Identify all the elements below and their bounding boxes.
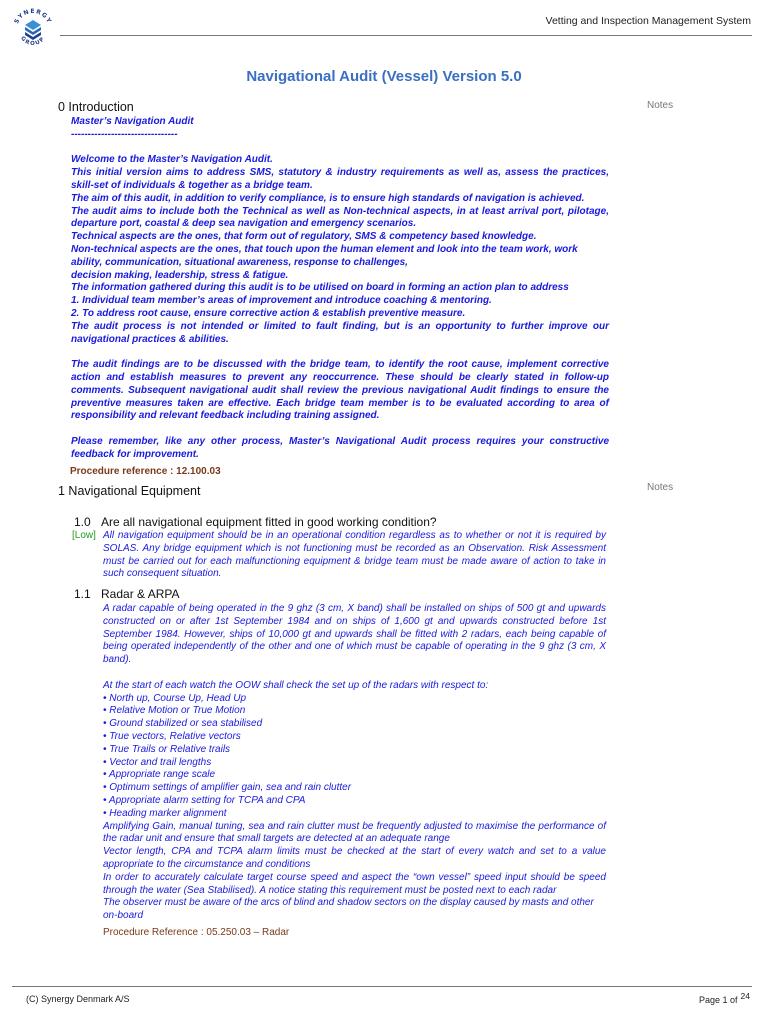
synergy-group-logo bbox=[8, 4, 58, 54]
question-text: Radar & ARPA bbox=[101, 587, 180, 601]
intro-feedback-paragraph: Please remember, like any other process, Master’s Navigational Audit process requires your constructive feedback for improvement. bbox=[71, 435, 609, 460]
intro-line: 1. Individual team member’s areas of improvement and introduce coaching & mentoring. bbox=[71, 295, 492, 307]
radar-check-item: • True vectors, Relative vectors bbox=[103, 730, 241, 742]
logo-text-top: SYNERGY bbox=[13, 7, 53, 25]
logo-text-bottom: GROUP bbox=[19, 35, 47, 48]
intro-line: The information gathered during this audit is to be utilised on board in forming an action plan to address bbox=[71, 282, 569, 294]
radar-note: In order to accurately calculate target course speed and aspect the “own vessel” speed input should be speed through the water (Sea Stabilised). A notice stating this requirement must be posted next to each radar bbox=[103, 871, 606, 896]
intro-separator: -------------------------------- bbox=[71, 128, 178, 140]
question-text: Are all navigational equipment fitted in good working condition? bbox=[101, 515, 437, 529]
intro-line: The aim of this audit, in addition to verify compliance, is to ensure high standards of navigation is achieved. bbox=[71, 192, 585, 204]
section-heading-navigational-equipment: 1 Navigational Equipment bbox=[58, 484, 201, 498]
radar-check-item: • Appropriate range scale bbox=[103, 769, 216, 781]
intro-line: This initial version aims to address SMS, statutory & industry requirements as well as, assess the practices, skill-set of individuals & together as a bridge team. bbox=[71, 167, 609, 191]
radar-check-item: • Vector and trail lengths bbox=[103, 756, 212, 768]
intro-subtitle: Master’s Navigation Audit bbox=[71, 116, 194, 127]
procedure-reference-radar-link[interactable]: Procedure Reference : 05.250.03 – Radar bbox=[103, 927, 290, 938]
notes-label-navigational-equipment[interactable]: Notes bbox=[647, 482, 674, 493]
intro-line: Technical aspects are the ones, that form out of regulatory, SMS & competency based knowledge. bbox=[71, 231, 537, 243]
radar-check-item: • Appropriate alarm setting for TCPA and CPA bbox=[103, 794, 306, 806]
page-label: Page 1 of bbox=[699, 995, 738, 1005]
intro-findings-paragraph: The audit findings are to be discussed with the bridge team, to identify the root cause, implement corrective action and establish measures to prevent any reoccurrence. These should be clearly stated in follow-up comments. Subsequent navigational audit shall review the previous navigational Audit findings to ensure the preventive measures taken are effective. Each bridge team member is to be evaluated according to area of responsibility and relevant feedback including training assigned. bbox=[71, 359, 609, 422]
radar-note: Amplifying Gain, manual tuning, sea and rain clutter must be frequently adjusted to maximise the performance of the radar unit and ensure that small targets are detected at an adequate range bbox=[103, 820, 606, 845]
question-1-1-guidance bbox=[103, 603, 606, 923]
radar-check-item: • Optimum settings of amplifier gain, sea and rain clutter bbox=[103, 782, 352, 794]
question-1-0-guidance bbox=[103, 530, 606, 581]
section-heading-introduction: 0 Introduction bbox=[58, 100, 134, 114]
notes-label-introduction[interactable]: Notes bbox=[647, 100, 674, 111]
radar-check-item: • Ground stabilized or sea stabilised bbox=[103, 718, 263, 730]
radar-requirement-text: A radar capable of being operated in the 9 ghz (3 cm, X band) shall be installed on ships of 500 gt and upwards constructed on or after 1st September 1984 and on ships of 1,600 gt and upwards constructed before 1st September 1984. However, ships of 10,000 gt and upwards shall be fitted with 2 radars, each being capable of being operated independently of the other and one of which must be capable of operating in the 9 ghz (3 cm, X band). bbox=[103, 603, 606, 666]
page-indicator bbox=[699, 991, 750, 1005]
footer-divider bbox=[12, 986, 752, 987]
radar-check-intro: At the start of each watch the OOW shall check the set up of the radars with respect to: bbox=[103, 679, 489, 691]
intro-line: The audit process is not intended or limited to fault finding, but is an opportunity to further improve our navigational practices & abilities. bbox=[71, 320, 609, 345]
header-divider bbox=[60, 35, 752, 36]
logo-emblem-icon bbox=[25, 20, 41, 40]
guidance-text: All navigation equipment should be in an operational condition regardless as to whether or not it is required by SOLAS. Any bridge equipment which is not functioning must be recorded as an Observation. Risk Assessment must be carried out for each malfunctioning equipment & bridge team must be made aware of action to take in such consequent situation. bbox=[103, 530, 606, 580]
procedure-reference-link[interactable]: Procedure reference : 12.100.03 bbox=[70, 466, 221, 477]
introduction-text bbox=[71, 116, 609, 462]
intro-line: The audit aims to include both the Technical as well as Non-technical aspects, in at least arrival port, pilotage, departure port, coastal & deep sea navigation and emergency scenarios. bbox=[71, 205, 609, 230]
intro-line: Welcome to the Master’s Navigation Audit. bbox=[71, 154, 273, 166]
radar-check-item: • North up, Course Up, Head Up bbox=[103, 692, 247, 704]
system-title: Vetting and Inspection Management System bbox=[545, 15, 751, 27]
question-number: 1.1 bbox=[74, 587, 91, 601]
intro-line: decision making, leadership, stress & fatigue. bbox=[71, 269, 289, 281]
radar-note: Vector length, CPA and TCPA alarm limits must be checked at the start of every watch and set to a value appropriate to the circumstance and conditions bbox=[103, 846, 606, 870]
total-pages: 24 bbox=[740, 991, 750, 1001]
intro-line: 2. To address root cause, ensure corrective action & establish preventive measure. bbox=[71, 307, 466, 319]
question-number: 1.0 bbox=[74, 515, 91, 529]
radar-check-item: • True Trails or Relative trails bbox=[103, 743, 231, 755]
question-1-1[interactable] bbox=[74, 587, 179, 601]
radar-check-item: • Relative Motion or True Motion bbox=[103, 705, 246, 717]
priority-badge-low: [Low] bbox=[72, 530, 96, 541]
radar-note: The observer must be aware of the arcs of blind and shadow sectors on the display caused by masts and other on-board bbox=[103, 897, 594, 922]
footer-copyright: (C) Synergy Denmark A/S bbox=[26, 994, 130, 1004]
document-title: Navigational Audit (Vessel) Version 5.0 bbox=[246, 68, 522, 85]
intro-line: Non-technical aspects are the ones, that touch upon the human element and look into the team work, work ability, communication, situational awareness, response to challenges, bbox=[71, 243, 578, 268]
question-1-0[interactable] bbox=[74, 515, 437, 529]
radar-check-item: • Heading marker alignment bbox=[103, 807, 227, 819]
